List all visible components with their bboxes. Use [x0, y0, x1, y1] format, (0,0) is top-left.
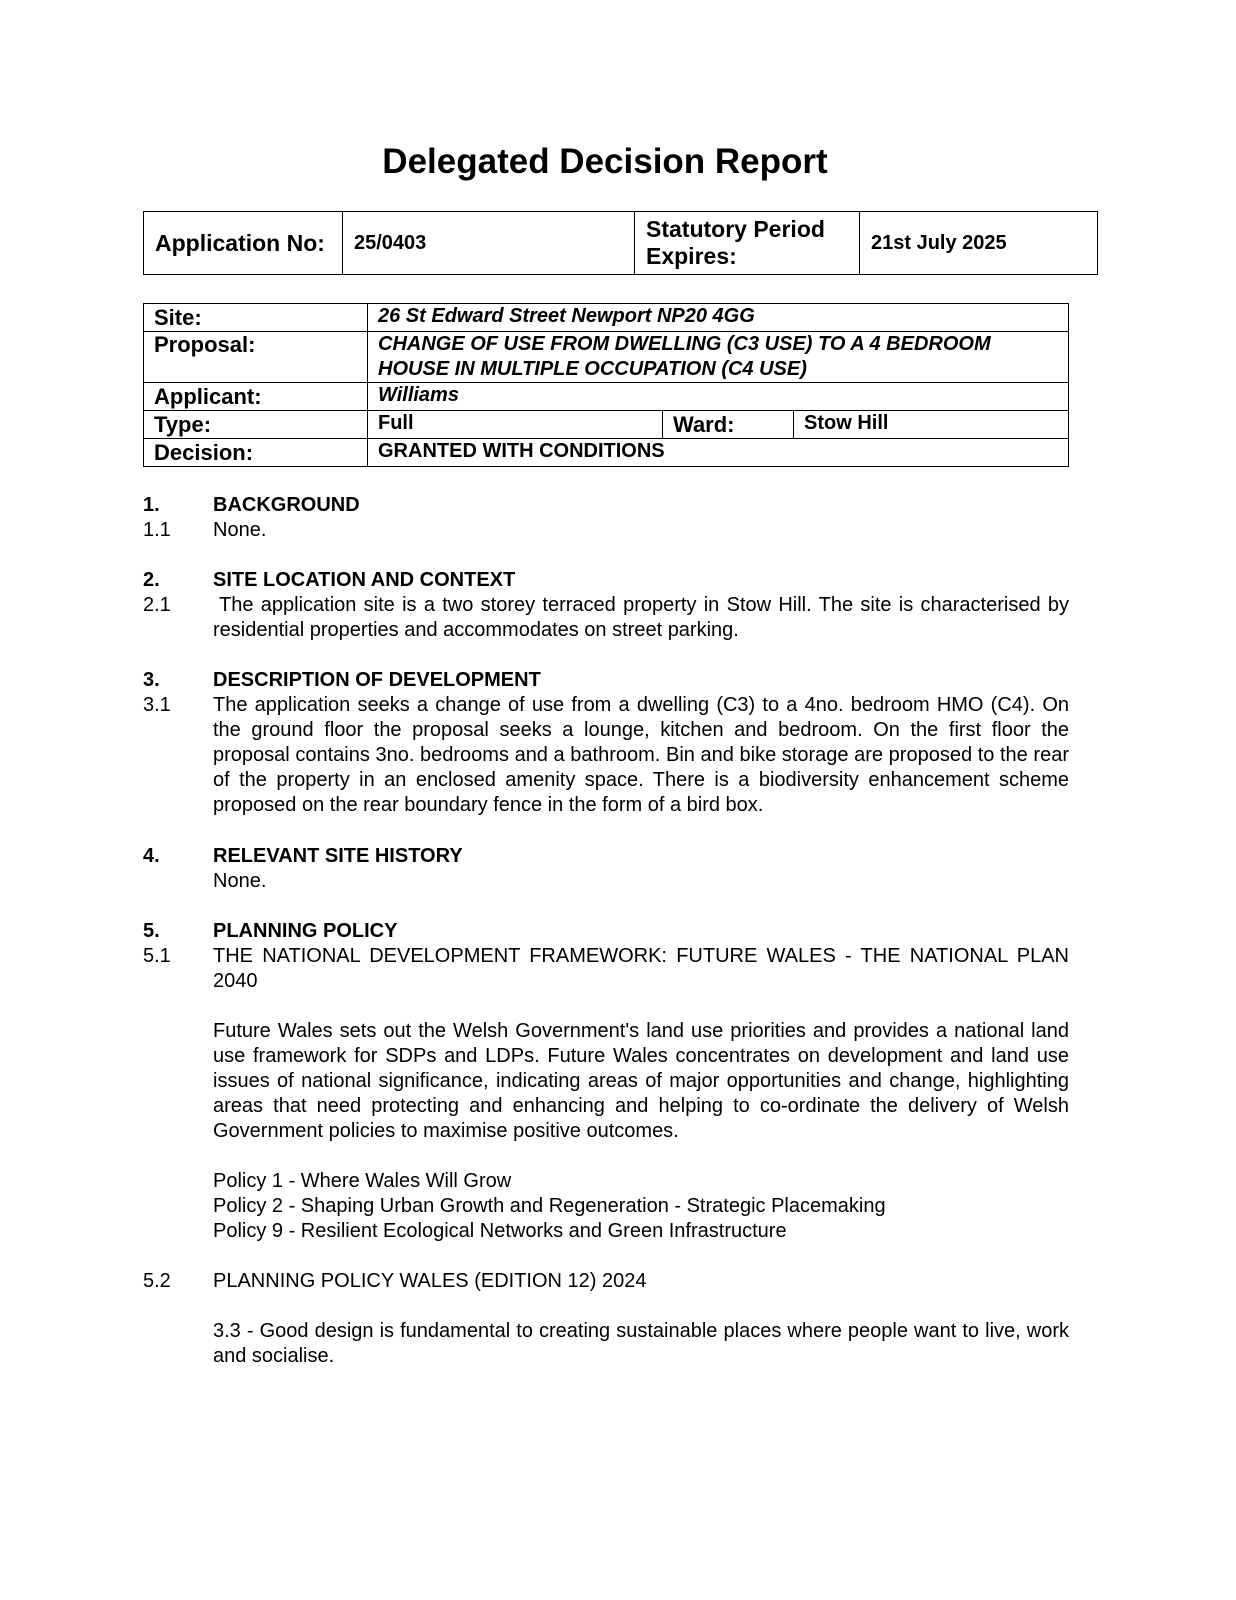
proposal-value: CHANGE OF USE FROM DWELLING (C3 USE) TO A 4 BEDROOM HOUSE IN MULTIPLE OCCUPATION (C4 USE)	[368, 332, 1069, 383]
section-description	[143, 668, 1069, 818]
section-text: None.	[213, 870, 267, 892]
section-number: 2.	[143, 569, 160, 591]
section-text: The application seeks a change of use from a dwelling (C3) to a 4no. bedroom HMO (C4). On the ground floor the proposal seeks a lounge, kitchen and bedroom. On the first floor the proposal contains 3no. bedrooms and a bathroom. Bin and bike storage are proposed to the rear of the property in an enclosed amenity space. There is a biodiversity enhancement scheme proposed on the rear boundary fence in the form of a bird box.	[213, 694, 1069, 816]
subsection-title: THE NATIONAL DEVELOPMENT FRAMEWORK: FUTURE WALES - THE NATIONAL PLAN 2040	[213, 945, 1069, 992]
section-site-history	[143, 844, 1069, 894]
subsection-number: 1.1	[143, 519, 171, 541]
ward-value: Stow Hill	[794, 411, 1069, 439]
subsection-title: PLANNING POLICY WALES (EDITION 12) 2024	[213, 1270, 647, 1292]
applicant-value: Williams	[368, 383, 1069, 411]
subsection-number: 5.2	[143, 1270, 171, 1292]
section-site-location	[143, 568, 1069, 643]
section-heading: RELEVANT SITE HISTORY	[213, 845, 463, 867]
policy-paragraph: 3.3 - Good design is fundamental to creating sustainable places where people want to live, work and socialise.	[213, 1320, 1069, 1367]
proposal-label: Proposal:	[144, 332, 368, 383]
policy-list	[213, 1169, 1069, 1244]
section-planning-policy	[143, 919, 1069, 1369]
policy-item: Policy 2 - Shaping Urban Growth and Regeneration - Strategic Placemaking	[213, 1195, 886, 1217]
section-heading: SITE LOCATION AND CONTEXT	[213, 569, 516, 591]
policy-item: Policy 9 - Resilient Ecological Networks and Green Infrastructure	[213, 1220, 787, 1242]
subsection-number: 3.1	[143, 694, 171, 716]
application-header-table	[143, 211, 1098, 275]
statutory-period-value: 21st July 2025	[860, 212, 1098, 275]
decision-value: GRANTED WITH CONDITIONS	[368, 439, 1069, 467]
section-background	[143, 493, 1069, 543]
section-number: 3.	[143, 669, 160, 691]
decision-label: Decision:	[144, 439, 368, 467]
application-no-value: 25/0403	[343, 212, 635, 275]
section-number: 1.	[143, 494, 160, 516]
statutory-period-label: Statutory Period Expires:	[635, 212, 860, 275]
subsection-number: 5.1	[143, 945, 171, 967]
section-heading: DESCRIPTION OF DEVELOPMENT	[213, 669, 541, 691]
subsection-number: 2.1	[143, 594, 171, 616]
application-details-table	[143, 303, 1069, 467]
section-heading: PLANNING POLICY	[213, 920, 398, 942]
policy-item: Policy 1 - Where Wales Will Grow	[213, 1170, 512, 1192]
applicant-label: Applicant:	[144, 383, 368, 411]
type-label: Type:	[144, 411, 368, 439]
section-text: The application site is a two storey terraced property in Stow Hill. The site is characterised by residential properties and accommodates on street parking.	[213, 594, 1069, 641]
ward-label: Ward:	[663, 411, 794, 439]
page-title: Delegated Decision Report	[382, 142, 828, 181]
section-text: None.	[213, 519, 267, 541]
section-heading: BACKGROUND	[213, 494, 360, 516]
policy-paragraph: Future Wales sets out the Welsh Government's land use priorities and provides a national land use framework for SDPs and LDPs. Future Wales concentrates on development and land use issues of national significance, indicating areas of major opportunities and change, highlighting areas that need protecting and enhancing and helping to co-ordinate the delivery of Welsh Government policies to maximise positive outcomes.	[213, 1020, 1069, 1142]
type-value: Full	[368, 411, 663, 439]
site-value: 26 St Edward Street Newport NP20 4GG	[368, 304, 1069, 332]
application-no-label: Application No:	[144, 212, 343, 275]
site-label: Site:	[144, 304, 368, 332]
section-number: 4.	[143, 845, 160, 867]
section-number: 5.	[143, 920, 160, 942]
